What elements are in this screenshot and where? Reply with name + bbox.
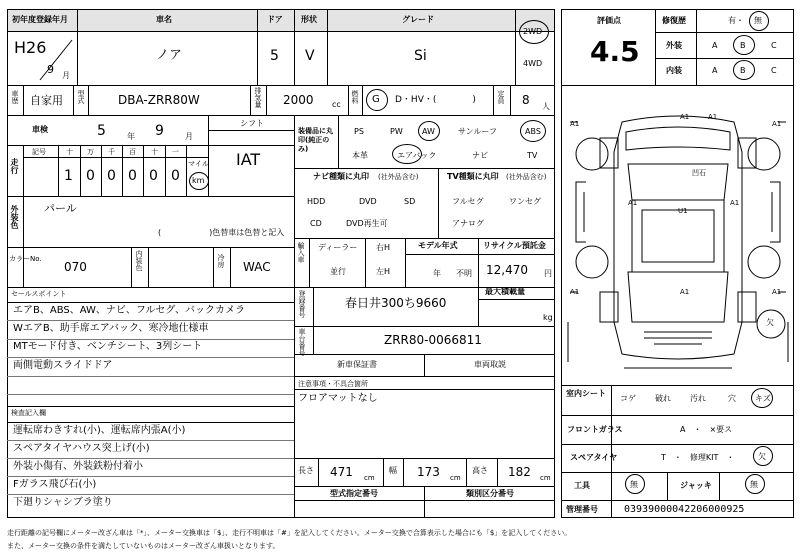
seat-label: 室内シート [566, 389, 606, 398]
shaken-label: 車検 [32, 125, 48, 134]
score-value: 4.5 [590, 35, 640, 68]
car-diagram [564, 92, 792, 382]
mile-label: マイル [188, 160, 209, 168]
shift-value: IAT [236, 150, 261, 169]
grade-value: Si [414, 48, 427, 64]
digit-head: 十 [66, 148, 73, 156]
seat-scratch: キズ [755, 394, 771, 403]
displacement-label: 排気量 [254, 87, 262, 108]
manual-book: 車両取説 [474, 360, 506, 369]
first-reg-era: H26 [14, 38, 47, 57]
digit-head: 万 [87, 148, 94, 156]
mileage-digit: 0 [128, 168, 137, 184]
navi-dvd: DVD [359, 197, 377, 206]
cooling-value: WAC [243, 260, 271, 274]
repair-no: 無 [754, 16, 762, 25]
import-parallel: 並行 [330, 267, 346, 276]
ket-mark: 欠 [766, 318, 774, 327]
length-value: 471 [330, 465, 353, 479]
mileage-label: 走行 [10, 158, 19, 174]
notes-text: フロアマットなし [298, 393, 378, 404]
width-label: 幅 [389, 466, 397, 475]
mark-label: A1 [730, 199, 740, 207]
navi-label: ナビ種類に丸印 [313, 172, 369, 181]
shift-label: シフト [240, 119, 264, 128]
colorno-label: カラーNo. [9, 255, 42, 263]
interior-label: 内装 [666, 66, 682, 75]
drive-2wd: 2WD [523, 27, 543, 36]
digit-head: 一 [172, 148, 179, 156]
model-year-label: モデル年式 [418, 241, 458, 250]
inspection-line: 外装小傷有、外装鉄粉付着小 [13, 461, 143, 472]
tv-label: TV種類に丸印 [447, 172, 499, 181]
width-unit: cm [450, 474, 461, 482]
ext-c: C [771, 41, 777, 50]
equip-sunroof: サンルーフ [458, 127, 497, 136]
tool-value: 無 [630, 480, 638, 489]
year-unit: 年 [127, 132, 135, 141]
inspection-line: 運転席わきすれ(小)、運転席内張A(小) [13, 425, 186, 436]
cc-unit: cc [332, 100, 341, 109]
chassis-value: ZRR80-0066811 [384, 333, 482, 347]
equip-airbag: エアバック [397, 151, 437, 160]
type-designation-label: 型式指定番号 [330, 489, 378, 498]
colorno-value: 070 [64, 260, 87, 274]
mgmt-number: 03939000042206000925 [624, 504, 745, 515]
history-label: 車歴 [11, 90, 19, 104]
jack-value: 無 [750, 480, 758, 489]
equip-pw: PW [390, 127, 403, 136]
capacity: 8 [522, 93, 530, 107]
footer-note-2: また、メーター交換の条件を満たしていないものはメーター改ざん車扱いとなります。 [7, 542, 280, 550]
windshield-opts: A ・ ×要ス [680, 425, 733, 434]
max-load-unit: kg [543, 313, 553, 322]
mgmt-label: 管理番号 [566, 505, 598, 514]
model-year-unknown: 不明 [456, 269, 472, 278]
int-a: A [712, 66, 718, 75]
mark-label: A1 [628, 199, 638, 207]
spare-ket: 欠 [758, 452, 766, 461]
tv-fullseg: フルセグ [452, 197, 484, 206]
hit-label: 凹石 [692, 169, 706, 177]
equip-ps: PS [354, 127, 364, 136]
footer-note-1: 走行距離の記号欄にメーター改ざん車は「*」、メーター交換車は「$」、走行不明車は「#」を記入してください。メーター交換で合算表示した場合にも「$」を記入してください。 [7, 529, 572, 537]
mileage-digit: 0 [149, 168, 158, 184]
mark-label: A1 [680, 288, 690, 296]
door-header: ドア [267, 15, 283, 24]
history-value: 自家用 [30, 94, 63, 107]
shape-header: 形状 [301, 15, 317, 24]
max-load-label: 最大積載量 [485, 287, 525, 296]
tv-oneseg: ワンセグ [509, 197, 541, 206]
sellpoint-label: セールスポイント [11, 290, 67, 298]
mark-label: A1 [708, 113, 718, 121]
import-label: 輸入車 [297, 242, 305, 263]
cooling-label: 冷房 [217, 254, 225, 268]
equip-leather: 本革 [352, 151, 368, 160]
seat-dirt: 汚れ [690, 394, 706, 403]
ext-a: A [712, 41, 718, 50]
exterior-label: 外装 [666, 41, 682, 50]
import-dealer: ディーラー [318, 243, 358, 252]
mark-label: A1 [680, 113, 690, 121]
int-c: C [771, 66, 777, 75]
equip-label: 装備品に丸印(純正のみ) [298, 127, 333, 154]
sellpoint-line: WエアB、助手席エアバック、寒冷地仕様車 [13, 323, 209, 334]
height-label: 高さ [472, 466, 488, 475]
sellpoint-line: MTモード付き、ベンチシート、3列シート [13, 341, 203, 352]
inspection-line: Fガラス飛び石(小) [13, 479, 97, 490]
notes-label: 注意事項・不具合箇所 [298, 380, 368, 388]
model-label: 型式 [77, 90, 85, 104]
seat-burn: コゲ [620, 394, 636, 403]
ext-b: B [740, 41, 746, 50]
car-name: ノア [156, 48, 183, 63]
month-unit: 月 [62, 71, 70, 80]
km-label: km [192, 176, 205, 185]
equip-abs: ABS [525, 127, 541, 136]
color-value: パール [44, 202, 77, 215]
navi-sub: (社外品含む) [378, 173, 419, 181]
length-label: 長さ [298, 466, 314, 475]
length-unit: cm [364, 474, 375, 482]
score-label: 評価点 [597, 16, 621, 25]
chassis-label: 車台番号 [298, 328, 306, 356]
mark-label: A1 [772, 120, 782, 128]
equip-tv: TV [527, 151, 538, 160]
tool-label: 工具 [574, 481, 590, 490]
shaken-year: 5 [97, 123, 106, 139]
mark-label: A1 [772, 288, 782, 296]
sellpoint-line: 両側電動スライドドア [13, 360, 113, 371]
capacity-label: 定員 [497, 90, 505, 104]
navi-dvd-play: DVD再生可 [346, 219, 388, 228]
capacity-unit: 人 [542, 102, 550, 111]
recycle-unit: 円 [544, 269, 552, 278]
mileage-digit: 0 [107, 168, 116, 184]
import-left: 左H [376, 267, 391, 276]
spare-opts: T ・ 修理KIT ・ [661, 453, 735, 462]
fuel-gas: G [372, 94, 380, 105]
recycle-value: 12,470 [486, 263, 528, 277]
repair-yes: 有・ [728, 16, 744, 25]
repair-label: 修復歴 [662, 16, 686, 25]
seat-tear: 破れ [655, 394, 671, 403]
inspection-line: 下廻りシャシブラ塗り [13, 497, 113, 508]
grade-header: グレード [402, 15, 434, 24]
mark-label: U1 [678, 207, 688, 215]
door-count: 5 [270, 48, 279, 64]
import-right: 右H [376, 243, 391, 252]
height-unit: cm [540, 474, 551, 482]
recycle-label: リサイクル預託金 [483, 241, 546, 250]
seat-hole: 穴 [728, 394, 736, 403]
plate-value: 春日井300ち9660 [345, 296, 447, 310]
mark-label: A1 [570, 288, 580, 296]
model-year-unit: 年 [433, 269, 441, 278]
mark-label: A1 [570, 120, 580, 128]
navi-sd: SD [404, 197, 416, 206]
equip-navi: ナビ [472, 151, 488, 160]
drive-4wd: 4WD [523, 59, 543, 68]
height-value: 182 [508, 465, 531, 479]
mileage-digit: 1 [64, 168, 73, 184]
digit-head: 百 [129, 148, 136, 156]
tv-sub: (社外品含む) [506, 173, 547, 181]
fuel-options: D・HV・( ) [395, 95, 476, 105]
navi-hdd: HDD [307, 197, 326, 206]
equip-aw: AW [422, 127, 435, 136]
plate-label: 登録番号 [298, 290, 306, 318]
mileage-digit: 0 [86, 168, 95, 184]
interior-label: 内装色 [135, 250, 143, 271]
windshield-label: フロントガラス [567, 425, 623, 434]
digit-head: 十 [151, 148, 158, 156]
shaken-month: 9 [155, 123, 164, 139]
color-note: ( )色替車は色替と記入 [158, 228, 285, 237]
inspection-label: 検査記入欄 [11, 409, 46, 417]
class-number-label: 類別区分番号 [466, 489, 514, 498]
warranty-book: 新車保証書 [337, 360, 377, 369]
sellpoint-line: エアB、ABS、AW、ナビ、フルセグ、バックカメラ [13, 305, 246, 316]
car-name-header: 車名 [156, 15, 172, 24]
first-reg-header: 初年度登録年月 [12, 15, 68, 24]
digit-head: 千 [108, 148, 115, 156]
spare-label: スペアタイヤ [570, 453, 618, 462]
inspection-line: スペアタイヤハウス突上げ(小) [13, 443, 150, 454]
model-code: DBA-ZRR80W [118, 93, 200, 107]
color-label: 外装色 [10, 205, 19, 229]
displacement: 2000 [283, 93, 314, 107]
tv-analog: アナログ [452, 219, 484, 228]
jack-label: ジャッキ [680, 481, 712, 490]
width-value: 173 [417, 465, 440, 479]
first-reg-month: 9 [47, 63, 54, 76]
body-shape: V [305, 48, 315, 64]
fuel-label: 燃料 [351, 90, 359, 104]
month-unit: 月 [185, 132, 193, 141]
digit-head: 記号 [32, 148, 46, 156]
int-b: B [740, 66, 746, 75]
navi-cd: CD [310, 219, 322, 228]
mileage-digit: 0 [171, 168, 180, 184]
